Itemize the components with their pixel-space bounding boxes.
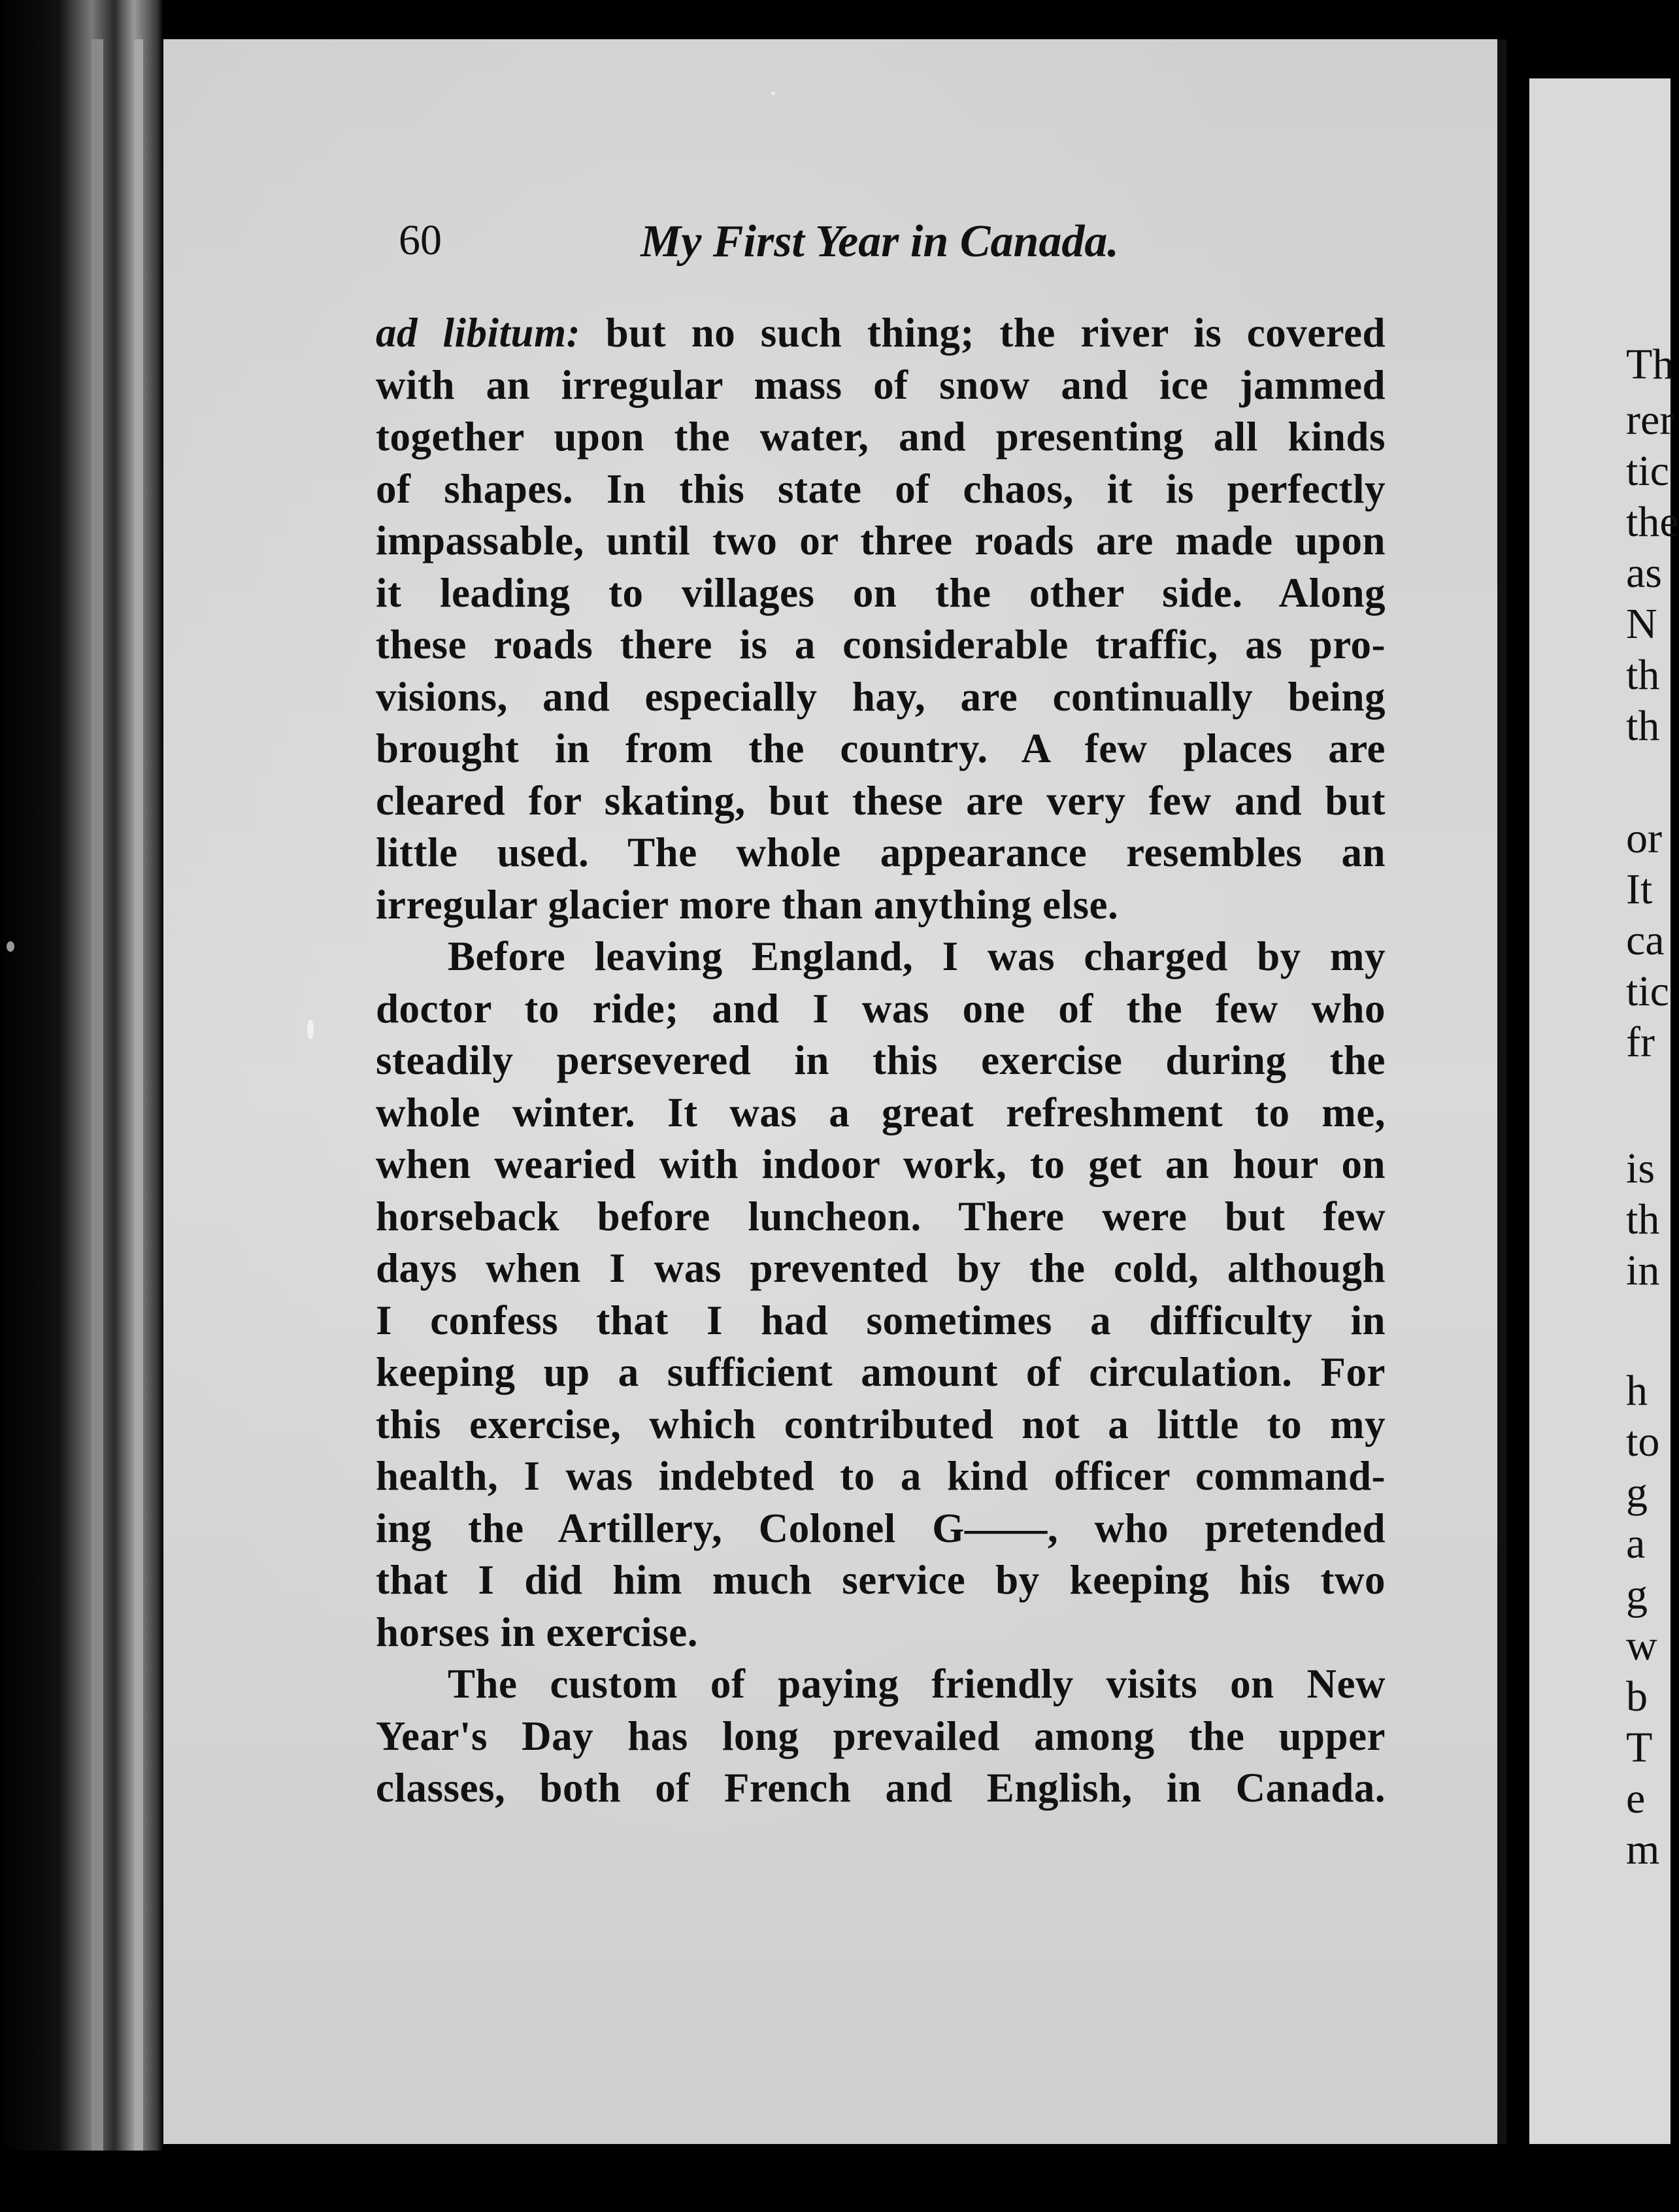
text-line: Before leaving England, I was charged by my [448,933,1386,979]
text-line: whole winter. It was a great refreshment to me, [376,1089,1386,1135]
facing-page-fragment: tic [1626,447,1669,495]
text-line: impassable, until two or three roads are made upon [376,518,1386,563]
facing-page-fragment: ca [1626,916,1665,964]
page-header [399,216,1392,275]
facing-page-fragment: b [1626,1673,1648,1720]
facing-page-fragment: w [1626,1622,1657,1669]
facing-page-fragment: g [1626,1469,1648,1517]
text-line: Year's Day has long prevailed among the upper [376,1713,1386,1759]
italic-phrase: ad libitum: [376,310,581,356]
text-line: that I did him much service by keeping his two [376,1557,1386,1603]
page-leaf-edge [91,39,103,2157]
facing-page-fragment: It [1626,865,1653,913]
facing-page-fragment: N [1626,600,1657,648]
facing-page-fragment: Th [1626,341,1674,388]
page-number: 60 [399,216,442,264]
text-line: keeping up a sufficient amount of circulation. For [376,1349,1386,1395]
facing-page-fragment: tic [1626,967,1669,1015]
body-text [376,307,1386,1815]
text-line: classes, both of French and English, in Canada. [376,1765,1386,1811]
text-line: horses in exercise. [376,1609,698,1655]
text-line: these roads there is a considerable traffic, as pro- [376,622,1386,667]
text-line: of shapes. In this state of chaos, it is perfectly [376,465,1386,512]
text-line: brought in from the country. A few places are [376,726,1386,771]
facing-page-fragment: rer [1626,396,1674,444]
scan-bottom-border [0,2151,1671,2212]
text-line: this exercise, which contributed not a little to my [376,1401,1386,1447]
text-line: irregular glacier more than anything else. [376,881,1119,928]
scan-speck [7,941,14,952]
facing-page-fragment: m [1626,1826,1660,1873]
facing-page-fragment: th [1626,651,1660,699]
text-line: The custom of paying friendly visits on New [448,1661,1386,1707]
text-line: with an irregular mass of snow and ice jammed [376,361,1386,408]
scan-speck [771,92,775,95]
text-line: steadily persevered in this exercise during the [376,1037,1386,1083]
text-line: when wearied with indoor work, to get an hour on [376,1141,1386,1187]
facing-page-fragment: the [1626,498,1679,546]
text-line: cleared for skating, but these are very few and but [376,777,1386,824]
facing-page-fragment: in [1626,1247,1660,1294]
facing-page-fragment: th [1626,1196,1660,1243]
text-line: days when I was prevented by the cold, although [376,1245,1386,1291]
text-line: visions, and especially hay, are continually being [376,673,1386,720]
text-line: it leading to villages on the other side. Along [376,569,1386,616]
text-line: I confess that I had sometimes a difficulty in [376,1297,1386,1343]
text-line: doctor to ride; and I was one of the few who [376,985,1386,1031]
facing-page-fragment: to [1626,1418,1660,1466]
text-line: together upon the water, and presenting all kinds [376,414,1386,460]
text-line: little used. The whole appearance resembles an [376,830,1386,875]
facing-page-fragment: g [1626,1571,1648,1618]
text-line-rest: but no such thing; the river is covered [580,310,1386,356]
scan-speck [307,1020,314,1039]
text-line: horseback before luncheon. There were but few [376,1193,1386,1239]
facing-page-fragment: th [1626,702,1660,750]
text-line: ing the Artillery, Colonel G——, who pretended [376,1505,1386,1551]
facing-page-fragment: or [1626,814,1662,862]
facing-page [1529,78,1679,2144]
text-line [376,307,1386,360]
facing-page-fragment: is [1626,1145,1655,1192]
facing-page-fragment: h [1626,1367,1648,1415]
facing-page-fragment: e [1626,1775,1646,1822]
running-title: My First Year in Canada. [640,216,1119,267]
facing-page-fragment: T [1626,1724,1653,1771]
text-line: health, I was indebted to a kind officer command- [376,1453,1386,1499]
page-leaf-edge [134,39,143,2157]
facing-page-fragment: as [1626,549,1662,597]
facing-page-fragment: fr [1626,1018,1655,1066]
facing-page-fragment: a [1626,1520,1646,1567]
